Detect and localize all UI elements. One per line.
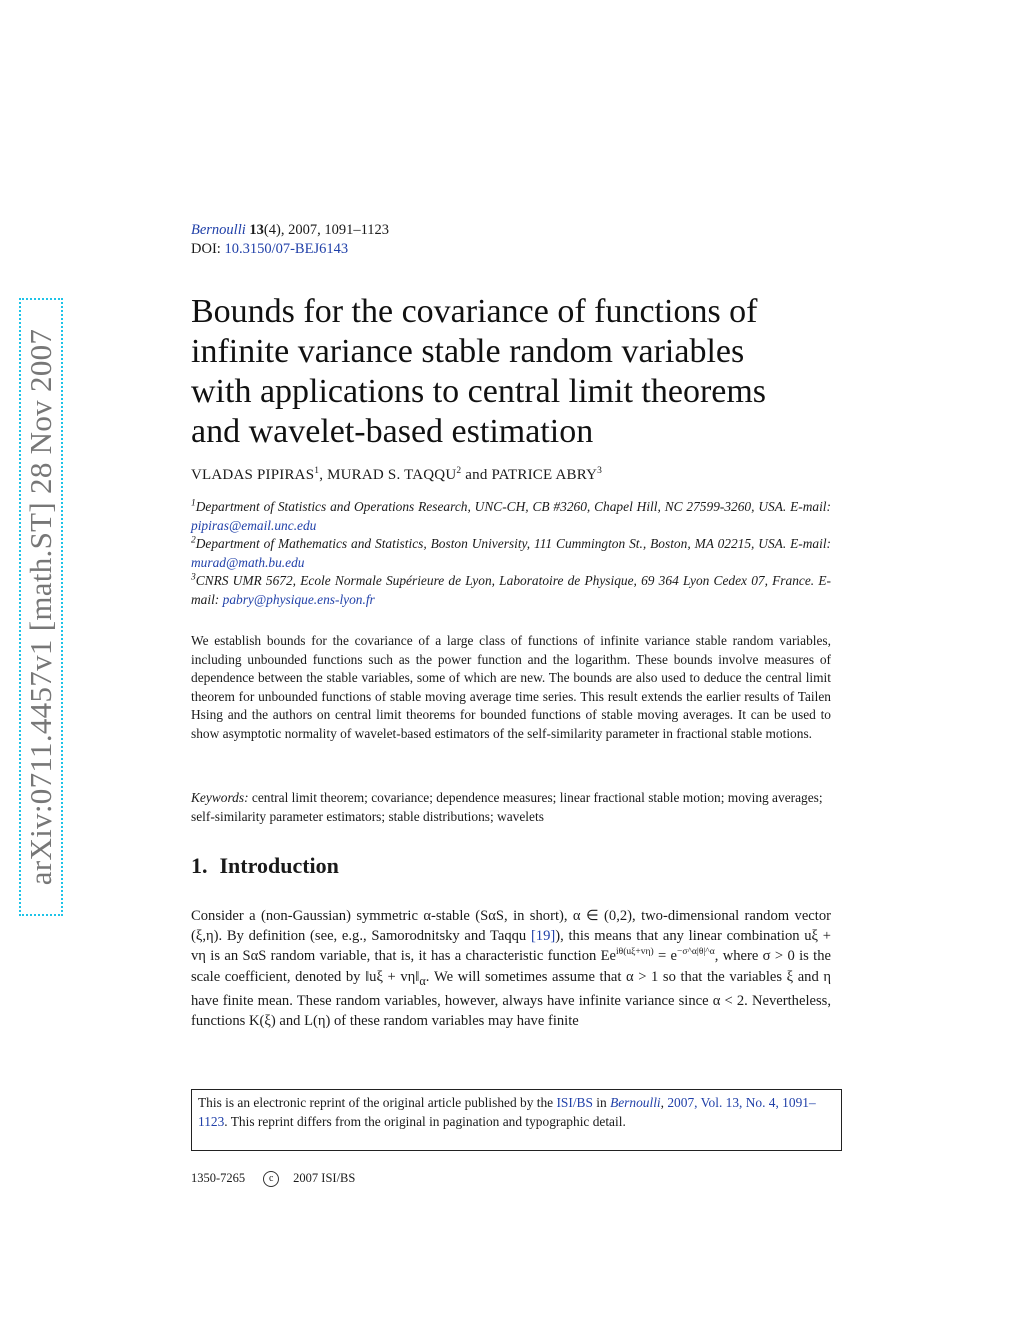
formula-subscript: α bbox=[419, 973, 426, 988]
author-name: MURAD S. TAQQU bbox=[327, 467, 457, 483]
keywords-label: Keywords: bbox=[191, 790, 249, 805]
affiliation-text: CNRS UMR 5672, Ecole Normale Supérieure de Lyon, Laboratoire de Physique, 69 364 Lyon Cedex 07, France. E-mail: bbox=[191, 573, 831, 607]
journal-header bbox=[191, 221, 389, 259]
journal-link[interactable]: Bernoulli bbox=[191, 222, 246, 238]
copyright-holder: 2007 ISI/BS bbox=[293, 1171, 356, 1185]
author-name: VLADAS PIPIRAS bbox=[191, 467, 315, 483]
author-list bbox=[191, 467, 602, 484]
affiliation-text: Department of Mathematics and Statistics, Boston University, 111 Cummington St., Boston, MA 02215, USA. E-mail: bbox=[195, 536, 831, 551]
abstract: We establish bounds for the covariance of a large class of functions of infinite variance stable random variables, including unbounded functions such as the power function and the logarithm. These bounds involve measures of dependence between the stable variables, some of which are new. The bounds are also used to deduce the central limit theorem for unbounded functions of stable moving average time series. This result extends the earlier results of Tailen Hsing and the authors on central limit theorems for bounded functions of stable moving averages. It can be used to show asymptotic normality of wavelet-based estimators of the self-similarity parameter in fractional stable motions. bbox=[191, 633, 831, 741]
section-number: 1. bbox=[191, 853, 208, 878]
citation-link[interactable]: [19] bbox=[530, 928, 556, 945]
affiliation bbox=[191, 498, 831, 535]
reprint-notice bbox=[191, 1089, 842, 1151]
publisher-link[interactable]: ISI/BS bbox=[556, 1095, 593, 1110]
reprint-text: , bbox=[660, 1095, 668, 1110]
formula-exponent: −σ^α|θ|^α bbox=[677, 947, 715, 958]
keywords bbox=[191, 789, 831, 826]
email-link[interactable]: murad@math.bu.edu bbox=[191, 554, 305, 570]
affiliation-number: 1 bbox=[191, 498, 196, 509]
author-separator: and bbox=[461, 467, 492, 483]
section-heading bbox=[191, 853, 351, 879]
affiliation bbox=[191, 572, 831, 609]
copyright-icon: c bbox=[263, 1171, 279, 1187]
journal-issue-pages: (4), 2007, 1091–1123 bbox=[263, 222, 390, 238]
paper-title bbox=[191, 292, 831, 452]
email-link[interactable]: pipiras@email.unc.edu bbox=[191, 517, 317, 533]
keywords-text: central limit theorem; covariance; dependence measures; linear fractional stable motion; moving averages; self-similarity parameter estimators; stable distributions; wavelets bbox=[191, 790, 823, 824]
section-title: Introduction bbox=[219, 853, 339, 878]
intro-text: Consider a (non-Gaussian) symmetric α-stable (SαS, in short), α ∈ (0,2), two-dimensional random vector (ξ,η). By definition (see, e.g., Samorodnitsky and Taqqu bbox=[191, 908, 831, 945]
author-affil-mark: 2 bbox=[456, 466, 462, 476]
email-link[interactable]: pabry@physique.ens-lyon.fr bbox=[222, 591, 375, 607]
doi-link[interactable]: 10.3150/07-BEJ6143 bbox=[224, 241, 349, 257]
affiliation-number: 2 bbox=[191, 535, 196, 546]
affiliation-number: 3 bbox=[191, 572, 196, 583]
journal-link[interactable]: Bernoulli bbox=[610, 1095, 661, 1110]
formula-exponent: iθ(uξ+vη) bbox=[616, 947, 654, 958]
title-line: Bounds for the covariance of functions of bbox=[191, 293, 758, 330]
intro-text: . We will sometimes assume that α > 1 so that the variables ξ and η have finite mean. These random variables, however, always have infinite variance since α < 2. Nevertheless, functions K(ξ) and L(η) of these random variables may have finite bbox=[191, 968, 831, 1029]
affiliation-text: Department of Statistics and Operations Research, UNC-CH, CB #3260, Chapel Hill, NC 27599-3260, USA. E-mail: bbox=[195, 499, 831, 514]
reprint-text: . This reprint differs from the original in pagination and typographic detail. bbox=[224, 1113, 626, 1129]
intro-text: ), this means that any linear combination uξ + vη is an SαS random variable, that is, it has a characteristic function Ee bbox=[191, 928, 831, 965]
intro-paragraph bbox=[191, 906, 831, 1031]
copyright-line bbox=[191, 1171, 355, 1187]
arxiv-stamp[interactable] bbox=[19, 298, 63, 916]
author-affil-mark: 1 bbox=[314, 466, 320, 476]
title-line: with applications to central limit theorems bbox=[191, 373, 767, 410]
volume-link[interactable]: 2007, Vol. 13, No. 4, 1091–1123 bbox=[198, 1095, 816, 1129]
author-name: PATRICE ABRY bbox=[491, 467, 598, 483]
reprint-text: This is an electronic reprint of the original article published by the bbox=[198, 1095, 557, 1110]
reprint-text: in bbox=[592, 1095, 611, 1110]
doi-label: DOI: bbox=[191, 241, 225, 257]
author-separator: , bbox=[319, 467, 328, 483]
affiliations bbox=[191, 498, 831, 609]
issn: 1350-7265 bbox=[191, 1171, 246, 1185]
author-affil-mark: 3 bbox=[597, 466, 603, 476]
title-line: infinite variance stable random variables bbox=[191, 333, 745, 370]
intro-text: = e bbox=[653, 948, 677, 965]
intro-text: , where σ > 0 is the scale coefficient, denoted by ‖uξ + vη‖ bbox=[191, 948, 831, 985]
journal-volume: 13 bbox=[249, 222, 264, 238]
arxiv-stamp-text: arXiv:0711.4457v1 [math.ST] 28 Nov 2007 bbox=[23, 328, 58, 886]
title-line: and wavelet-based estimation bbox=[191, 413, 594, 450]
affiliation bbox=[191, 535, 831, 572]
